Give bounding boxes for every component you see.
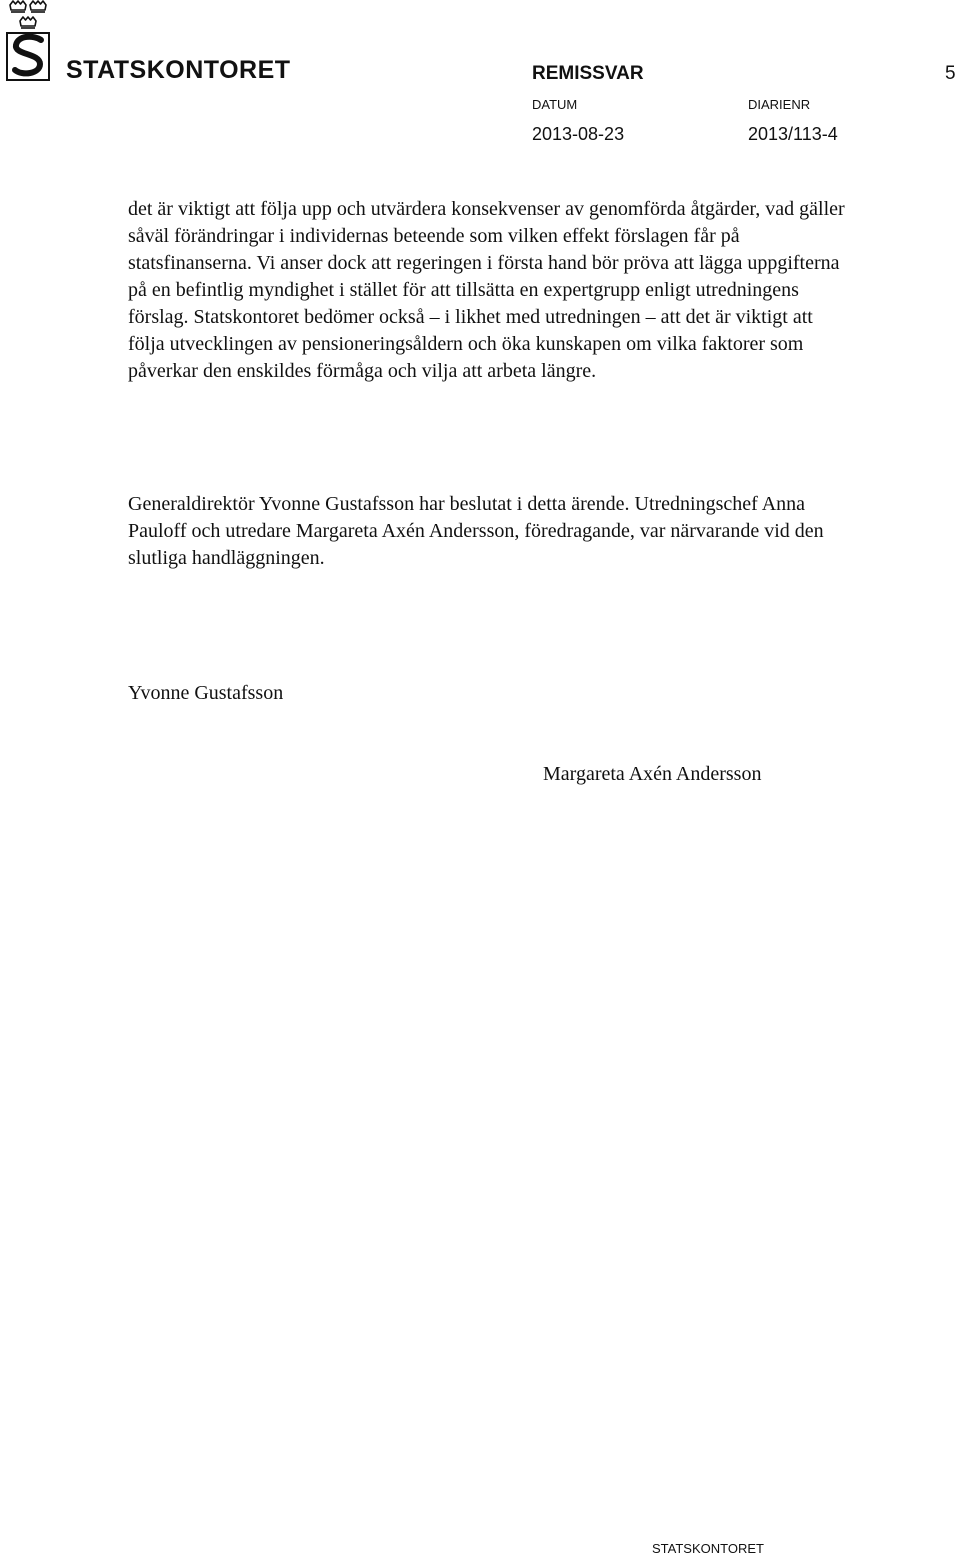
- footer-organization: STATSKONTORET: [652, 1541, 764, 1556]
- date-value: 2013-08-23: [532, 124, 625, 144]
- document-type: REMISSVAR: [532, 63, 644, 84]
- registration-number-value: 2013/113-4: [748, 124, 838, 144]
- registration-number-label: DIARIENR: [748, 97, 811, 112]
- signature-rapporteur: Margareta Axén Andersson: [543, 763, 762, 785]
- page-number: 5: [945, 63, 956, 84]
- crowns-emblem-icon: [6, 0, 50, 82]
- decision-paragraph: Generaldirektör Yvonne Gustafsson har beslutat i detta ärende. Utredningschef Anna Pauloff och utredare Margareta Axén Andersson, föredragande, var närvarande vid den slutliga handläggningen.: [128, 493, 824, 569]
- date-label: DATUM: [532, 97, 578, 112]
- body-paragraph: det är viktigt att följa upp och utvärdera konsekvenser av genomförda åtgärder, vad gäller såväl förändringar i individernas beteende som vilken effekt förslagen får på statsfinanserna. Vi anser dock att regeringen i första hand bör pröva att lägga uppgifterna på en befintlig myndighet i stället för att tillsätta en expertgrupp enligt utredningens förslag. Statskontoret bedömer också – i likhet med utredningen – att det är viktigt att följa utvecklingen av pensioneringsåldern och öka kunskapen om vilka faktorer som påverkar den enskildes förmåga och vilja att arbeta längre.: [128, 198, 845, 382]
- logo-wordmark: STATSKONTORET: [66, 56, 291, 84]
- signature-director-general: Yvonne Gustafsson: [128, 682, 284, 704]
